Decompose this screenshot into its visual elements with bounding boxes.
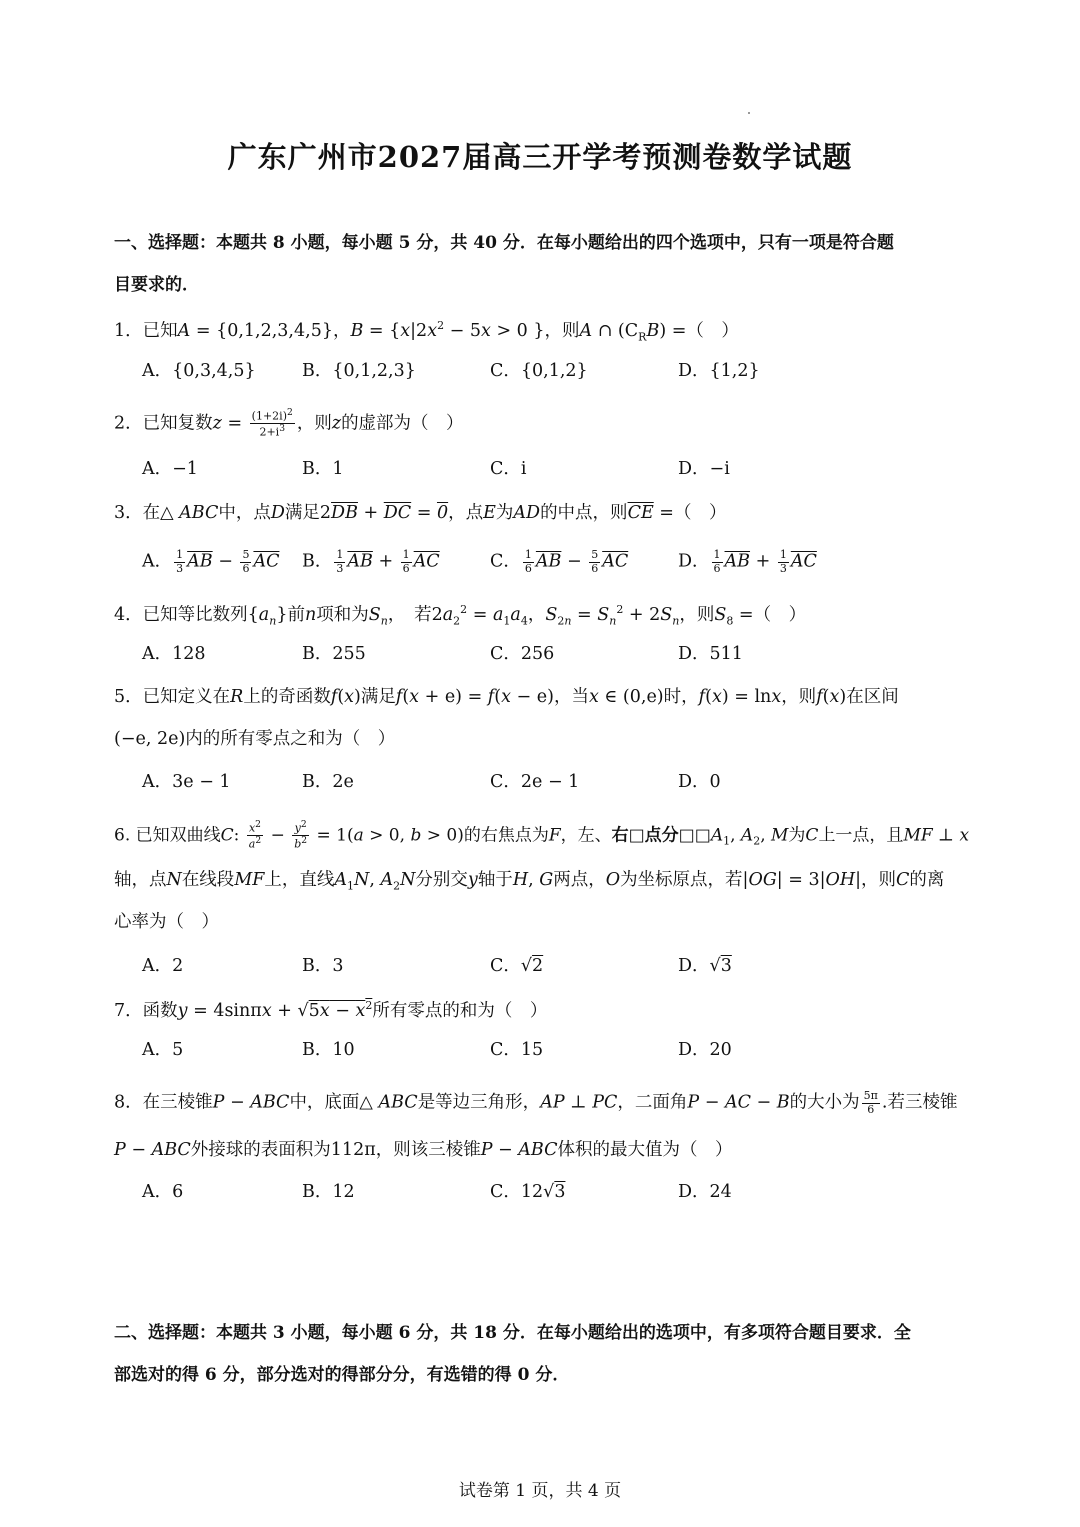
q3-option-a: A． $\frac{1}{3}$ $\overline{AB}$ − $\frac{5}{6}$ $\overline{AC}$ — [142, 548, 280, 575]
q1-option-d: D．{1,2} — [678, 361, 760, 381]
page-footer: 试卷第 1 页，共 4 页 — [458, 1481, 622, 1501]
q4-option-c: C．256 — [490, 644, 555, 664]
q3-option-c: C． $\frac{1}{6}$ $\overline{AB}$ − $\frac{5}{6}$ $\overline{AC}$ — [490, 548, 629, 575]
q8-option-c: C．12√3 — [490, 1182, 566, 1202]
q3-option-b: B． $\frac{1}{3}$ $\overline{AB}$ + $\frac{1}{6}$ $\overline{AC}$ — [302, 548, 440, 575]
q4-stem: 4．已知等比数列$\{a_n\}$前n项和为$S_n$， 若$2a_2^2 = a_1a_4$，$S_{2n} = S_n^2 + 2S_n$，则$S_8$ =（ ） — [114, 603, 807, 628]
q6-stem-line2: 轴，点N在线段MF上，直线$A_1N$, $A_2N$分别交y轴于H, G两点，O为坐标原点，若|OG| = 3|OH|，则C的离 — [114, 870, 945, 893]
q6-option-a: A．2 — [142, 956, 184, 976]
q8-option-a: A．6 — [142, 1182, 184, 1202]
q3-stem: 3．在△ ABC中，点D满足$2\overline{DB} + \overline{DC} = 0$，点E为AD的中点，则$\overline{CE}$ =（ ） — [114, 503, 727, 523]
q7-option-d: D．20 — [678, 1040, 732, 1060]
q6-option-b: B．3 — [302, 956, 344, 976]
q5-option-a: A．3e − 1 — [142, 772, 231, 792]
q2-option-a: A．−1 — [142, 459, 198, 479]
scan-speck — [748, 112, 750, 114]
q7-stem: 7．函数$y = 4\sin\pi x + √5x - x^2$所有零点的和为（ ） — [114, 999, 548, 1021]
section2-heading-line1: 二、选择题：本题共 3 小题，每小题 6 分，共 18 分．在每小题给出的选项中，有多项符合题目要求．全 — [114, 1323, 911, 1343]
q5-option-d: D．0 — [678, 772, 721, 792]
q3-option-d: D． $\frac{1}{6}$ $\overline{AB}$ + $\frac{1}{3}$ $\overline{AC}$ — [678, 548, 817, 575]
q5-stem-line2: (−e, 2e)内的所有零点之和为（ ） — [114, 729, 396, 749]
q1-option-b: B．{0,1,2,3} — [302, 361, 416, 381]
q4-option-a: A．128 — [142, 644, 206, 664]
q8-stem-line1: 8．在三棱锥P − ABC中，底面△ ABC是等边三角形，AP ⊥ PC，二面角P − AC − B的大小为 $\frac{5\pi}{6}$ .若三棱锥 — [114, 1089, 958, 1116]
q7-option-a: A．5 — [142, 1040, 184, 1060]
section1-heading-line1: 一、选择题：本题共 8 小题，每小题 5 分，共 40 分．在每小题给出的四个选项中，只有一项是符合题 — [114, 233, 894, 253]
page-title: 广东广州市2027届高三开学考预测卷数学试题 — [227, 140, 853, 174]
q2-option-b: B．1 — [302, 459, 344, 479]
q8-option-b: B．12 — [302, 1182, 355, 1202]
q4-option-d: D．511 — [678, 644, 743, 664]
q8-stem-line2: P − ABC外接球的表面积为112π，则该三棱锥P − ABC体积的最大值为（ ） — [114, 1140, 733, 1160]
q2-stem: 2．已知复数z = $\frac{(1+2i)^2}{2+i^3}$ ，则z的虚部为（ ） — [114, 407, 464, 439]
q2-option-d: D．−i — [678, 459, 730, 479]
section2-heading-line2: 部选对的得 6 分，部分选对的得部分分，有选错的得 0 分． — [114, 1365, 570, 1385]
q6-stem-line3: 心率为（ ） — [114, 912, 219, 932]
section1-heading-line2: 目要求的． — [114, 275, 199, 295]
q4-option-b: B．255 — [302, 644, 366, 664]
q1-option-c: C．{0,1,2} — [490, 361, 588, 381]
q7-option-c: C．15 — [490, 1040, 544, 1060]
q2-option-c: C．i — [490, 459, 527, 479]
q7-option-b: B．10 — [302, 1040, 355, 1060]
q6-stem-line1: 6. 已知双曲线C: $\frac{x^2}{a^2}$ − $\frac{y^2}{b^2}$ = 1(a > 0, b > 0)的右焦点为F，左、右□点分$□□A_1$, $A_2$, M为C上一点，且MF ⊥ x — [114, 819, 970, 851]
q5-option-c: C．2e − 1 — [490, 772, 580, 792]
q5-stem-line1: 5．已知定义在R上的奇函数f(x)满足f(x + e) = f(x − e)，当x ∈ (0,e)时，f(x) = lnx，则f(x)在区间 — [114, 687, 899, 707]
q8-option-d: D．24 — [678, 1182, 732, 1202]
q1-option-a: A．{0,3,4,5} — [142, 361, 256, 381]
q6-option-c: C．√2 — [490, 956, 544, 976]
q6-option-d: D．√3 — [678, 956, 732, 976]
q5-option-b: B．2e — [302, 772, 354, 792]
q1-stem: 1．已知A = {0,1,2,3,4,5}，$B = \{x|2x^2 - 5x > 0$ }，则A ∩ $(C_RB)$ =（ ） — [114, 319, 739, 344]
